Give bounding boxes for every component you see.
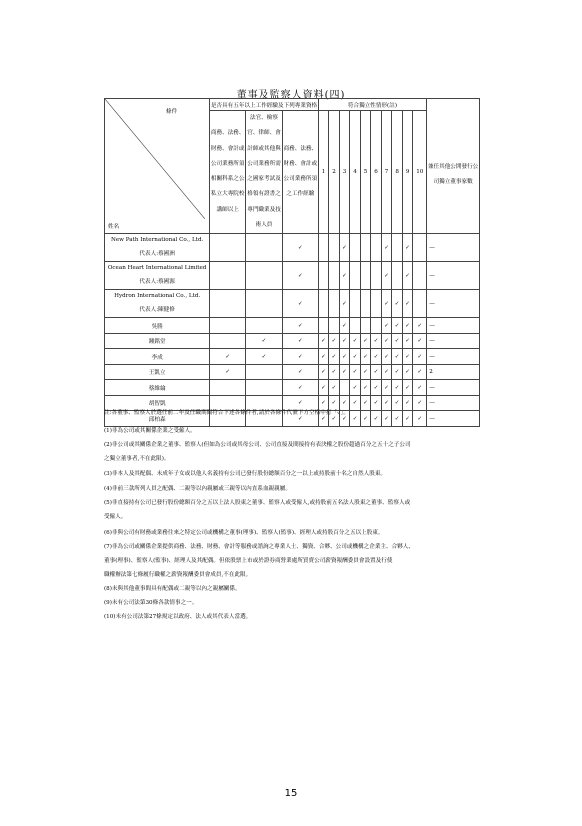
independence-criterion-1-mark <box>318 262 329 290</box>
independence-criterion-3-mark: ✓ <box>339 234 350 262</box>
independence-criterion-7-header: 7 <box>381 111 392 234</box>
independence-criterion-7-mark: ✓ <box>381 411 392 427</box>
note-line: (1)非為公司或其關係企業之受僱人。 <box>104 428 196 434</box>
independence-criterion-7-mark: ✓ <box>381 262 392 290</box>
work-experience-mark: ✓ <box>282 234 318 262</box>
member-name: New Path International Co., Ltd. <box>110 237 204 244</box>
other-independent-count: — <box>427 234 480 262</box>
independence-criterion-2-mark: ✓ <box>329 380 340 396</box>
independence-criterion-6-mark: ✓ <box>371 349 382 365</box>
independence-criterion-3-mark: ✓ <box>339 318 350 334</box>
member-name: 邱柏森 <box>148 416 166 423</box>
independence-criterion-4-header: 4 <box>350 111 361 234</box>
professional-lecturer-mark <box>210 333 246 349</box>
table-row <box>105 380 480 396</box>
independence-criterion-10-mark: ✓ <box>413 411 427 427</box>
table-row <box>105 262 480 290</box>
professional-lecturer-mark: ✓ <box>210 349 246 365</box>
notes-intro: 註:各董事、監察人於選任前二年及任職期間符合下述各條件者,請於各條件代號下方空格中打「✓」。 <box>104 410 350 416</box>
independence-criterion-9-mark: ✓ <box>402 234 413 262</box>
table-row <box>105 349 480 365</box>
independence-criterion-10-header: 10 <box>413 111 427 234</box>
independence-criterion-3-mark: ✓ <box>339 333 350 349</box>
note-line: (4)非前三款所列人員之配偶、二親等以內親屬或三親等以內直系血親親屬。 <box>104 486 291 492</box>
independence-criterion-5-mark <box>360 318 371 334</box>
member-name: 蔡維綸 <box>148 385 166 392</box>
other-independent-count: — <box>427 411 480 427</box>
licensed-professional-header: 法官、檢察官、律師、會計師或其他與公司業務所需之國家考試及格領有證書之專門職業及技術人員 <box>246 111 283 234</box>
independence-criterion-9-mark: ✓ <box>402 395 413 411</box>
independence-criterion-10-mark <box>413 262 427 290</box>
independence-criterion-3-header: 3 <box>339 111 350 234</box>
other-independent-count: — <box>427 395 480 411</box>
independence-criterion-4-mark <box>350 262 361 290</box>
independence-criterion-10-mark: ✓ <box>413 333 427 349</box>
note-line: (10)未有公司法第27條規定以政府、法人或其代表人當選。 <box>104 614 252 620</box>
independence-criterion-6-mark <box>371 234 382 262</box>
member-representative: 代表人:蔡國洲 <box>139 250 175 257</box>
independence-criterion-9-mark: ✓ <box>402 349 413 365</box>
licensed-professional-mark: ✓ <box>246 349 283 365</box>
professional-lecturer-header: 商務、法務、財務、會計或公司業務所須相關科系之公私立大專院校講師以上 <box>210 111 246 234</box>
independence-criterion-3-mark: ✓ <box>339 349 350 365</box>
independence-criterion-1-mark: ✓ <box>318 333 329 349</box>
other-independent-count: — <box>427 290 480 318</box>
member-name: 王凱立 <box>148 370 166 377</box>
note-line: 職權辦法第七條履行職權之薪資報酬委員會成員,不在此限。 <box>104 572 252 578</box>
other-independent-count-header: 兼任其他公開發行公司獨立董事家數 <box>427 99 480 234</box>
independence-criterion-6-header: 6 <box>371 111 382 234</box>
member-name-cell <box>105 333 210 349</box>
work-experience-mark: ✓ <box>282 380 318 396</box>
member-name-cell <box>105 290 210 318</box>
work-experience-mark: ✓ <box>282 411 318 427</box>
independence-criterion-9-mark: ✓ <box>402 364 413 380</box>
work-experience-mark: ✓ <box>282 318 318 334</box>
independence-criterion-10-mark: ✓ <box>413 364 427 380</box>
independence-criterion-3-mark: ✓ <box>339 395 350 411</box>
independence-criterion-4-mark: ✓ <box>350 349 361 365</box>
independence-criterion-5-mark <box>360 290 371 318</box>
other-independent-count: — <box>427 333 480 349</box>
note-line: (8)未與其他董事間具有配偶或二親等以內之親屬關係。 <box>104 586 241 592</box>
note-line: (3)非本人及其配偶、未成年子女或以他人名義持有公司已發行股份總額百分之一以上或持股前十名之自然人股東。 <box>104 471 387 477</box>
independence-criterion-7-mark: ✓ <box>381 290 392 318</box>
independence-criterion-2-mark <box>329 318 340 334</box>
independence-criterion-1-mark: ✓ <box>318 364 329 380</box>
note-line: (9)未有公司法第30條各款情事之一。 <box>104 600 198 606</box>
independence-criterion-6-mark: ✓ <box>371 364 382 380</box>
independence-criterion-9-mark: ✓ <box>402 411 413 427</box>
licensed-professional-mark: ✓ <box>246 333 283 349</box>
independence-criterion-4-mark: ✓ <box>350 364 361 380</box>
independence-criterion-1-mark <box>318 234 329 262</box>
independence-criterion-10-mark <box>413 290 427 318</box>
independence-criterion-6-mark: ✓ <box>371 395 382 411</box>
independence-criterion-5-mark: ✓ <box>360 364 371 380</box>
professional-lecturer-mark: ✓ <box>210 364 246 380</box>
independence-criterion-1-mark: ✓ <box>318 380 329 396</box>
independence-criterion-1-header: 1 <box>318 111 329 234</box>
note-line: (2)非公司或其關係企業之董事、監察人(但如為公司或其母公司、公司直接及間接持有表決權之股份超過百分之五十之子公司 <box>104 442 411 448</box>
table-row <box>105 234 480 262</box>
independence-criterion-1-mark: ✓ <box>318 411 329 427</box>
independence-criterion-10-mark: ✓ <box>413 318 427 334</box>
note-line: 受僱人。 <box>104 514 127 520</box>
independence-criterion-9-mark: ✓ <box>402 318 413 334</box>
note-line: (6)非與公司有財務或業務往來之特定公司或機構之董事(理事)、監察人(監事)、經理人或持股百分之五以上股東。 <box>104 530 384 536</box>
work-experience-mark: ✓ <box>282 290 318 318</box>
independence-criterion-8-header: 8 <box>392 111 403 234</box>
independence-criterion-5-mark: ✓ <box>360 395 371 411</box>
independence-criterion-7-mark: ✓ <box>381 395 392 411</box>
table-row <box>105 318 480 334</box>
licensed-professional-mark <box>246 380 283 396</box>
licensed-professional-mark <box>246 290 283 318</box>
independence-criterion-8-mark: ✓ <box>392 290 403 318</box>
independence-criterion-10-mark: ✓ <box>413 380 427 396</box>
independence-criterion-7-mark: ✓ <box>381 318 392 334</box>
independence-criterion-10-mark: ✓ <box>413 349 427 365</box>
member-name: Ocean Heart International Limited <box>107 265 207 272</box>
independence-criterion-2-mark: ✓ <box>329 364 340 380</box>
independence-criterion-8-mark <box>392 234 403 262</box>
independence-criterion-6-mark <box>371 262 382 290</box>
independence-criterion-5-mark: ✓ <box>360 411 371 427</box>
table-row <box>105 290 480 318</box>
independence-criterion-4-mark: ✓ <box>350 380 361 396</box>
independence-criterion-1-mark <box>318 290 329 318</box>
independence-criterion-8-mark: ✓ <box>392 318 403 334</box>
member-name-cell <box>105 262 210 290</box>
other-independent-count: — <box>427 262 480 290</box>
note-line: (5)非直接持有公司已發行股份總額百分之五以上法人股東之董事、監察人或受僱人,或持股前五名法人股東之董事、監察人或 <box>104 500 411 506</box>
licensed-professional-mark <box>246 318 283 334</box>
director-qualification-table <box>104 98 480 427</box>
independence-criterion-4-mark <box>350 234 361 262</box>
independence-criterion-2-mark: ✓ <box>329 411 340 427</box>
independence-criterion-9-mark: ✓ <box>402 290 413 318</box>
licensed-professional-mark <box>246 262 283 290</box>
member-name-cell <box>105 318 210 334</box>
work-experience-mark: ✓ <box>282 333 318 349</box>
note-line: (7)非為公司或關係企業提供商務、法務、財務、會計等服務或諮詢之專業人士、獨資、合夥、公司或機構之企業主、合夥人、 <box>104 544 414 550</box>
independence-criterion-8-mark: ✓ <box>392 395 403 411</box>
member-representative: 代表人:蔡國源 <box>139 278 175 285</box>
independence-group-header: 符合獨立性情形(註) <box>318 99 426 111</box>
professional-lecturer-mark <box>210 290 246 318</box>
independence-criterion-8-mark: ✓ <box>392 333 403 349</box>
member-name-cell <box>105 349 210 365</box>
name-label: 姓名 <box>108 224 120 231</box>
professional-lecturer-mark <box>210 380 246 396</box>
independence-criterion-8-mark: ✓ <box>392 380 403 396</box>
independence-criterion-6-mark: ✓ <box>371 380 382 396</box>
independence-criterion-8-mark: ✓ <box>392 349 403 365</box>
independence-criterion-7-mark: ✓ <box>381 349 392 365</box>
diagonal-divider <box>105 99 205 219</box>
independence-criterion-9-mark: ✓ <box>402 262 413 290</box>
condition-label: 條件 <box>166 109 178 115</box>
member-name: 胡智凱 <box>148 401 166 408</box>
member-name-cell <box>105 234 210 262</box>
independence-criterion-5-mark: ✓ <box>360 380 371 396</box>
professional-lecturer-mark <box>210 318 246 334</box>
member-representative: 代表人:陳健修 <box>139 306 175 313</box>
header-corner-cell <box>105 99 210 234</box>
independence-criterion-1-mark <box>318 318 329 334</box>
independence-criterion-6-mark: ✓ <box>371 411 382 427</box>
other-independent-count: — <box>427 349 480 365</box>
independence-criterion-7-mark: ✓ <box>381 364 392 380</box>
independence-criterion-6-mark <box>371 290 382 318</box>
independence-criterion-3-mark: ✓ <box>339 411 350 427</box>
member-name: 鍾銘堂 <box>148 339 166 346</box>
independence-criterion-10-mark: ✓ <box>413 395 427 411</box>
independence-criterion-4-mark <box>350 290 361 318</box>
licensed-professional-mark <box>246 364 283 380</box>
independence-criterion-1-mark: ✓ <box>318 349 329 365</box>
table-row <box>105 364 480 380</box>
independence-criterion-7-mark: ✓ <box>381 380 392 396</box>
qualification-group-header: 是否具有五年以上工作經驗及下列專業資格 <box>210 99 318 111</box>
independence-criterion-2-mark: ✓ <box>329 395 340 411</box>
independence-criterion-3-mark: ✓ <box>339 290 350 318</box>
independence-criterion-2-mark <box>329 234 340 262</box>
independence-criterion-5-mark: ✓ <box>360 333 371 349</box>
work-experience-mark: ✓ <box>282 262 318 290</box>
independence-criterion-2-mark <box>329 290 340 318</box>
member-name: 李成 <box>151 354 163 361</box>
member-name: Hydron International Co., Ltd. <box>114 293 201 300</box>
table-row <box>105 333 480 349</box>
work-experience-mark: ✓ <box>282 349 318 365</box>
member-name-cell <box>105 380 210 396</box>
independence-criterion-2-mark: ✓ <box>329 349 340 365</box>
independence-criterion-9-header: 9 <box>402 111 413 234</box>
independence-criterion-1-mark: ✓ <box>318 395 329 411</box>
other-independent-count: 2 <box>427 364 480 380</box>
independence-criterion-2-mark <box>329 262 340 290</box>
independence-criterion-5-mark <box>360 234 371 262</box>
other-independent-count: — <box>427 380 480 396</box>
independence-criterion-4-mark: ✓ <box>350 395 361 411</box>
independence-criterion-8-mark: ✓ <box>392 364 403 380</box>
member-name-cell <box>105 364 210 380</box>
independence-criterion-3-mark: ✓ <box>339 364 350 380</box>
page-title: 董事及監察人資料(四) <box>236 90 346 101</box>
independence-criterion-8-mark <box>392 262 403 290</box>
independence-criterion-10-mark <box>413 234 427 262</box>
member-name: 吳勝 <box>151 323 163 330</box>
note-line: 之獨立董事者,不在此限)。 <box>104 456 170 462</box>
note-line: 董事(理事)、監察人(監事)、經理人及其配偶。但依股票上市或於證券商營業處所買賣公司薪資報酬委員會設置及行使 <box>104 558 393 564</box>
independence-criterion-8-mark: ✓ <box>392 411 403 427</box>
independence-criterion-4-mark: ✓ <box>350 411 361 427</box>
professional-lecturer-mark <box>210 234 246 262</box>
page-number: 15 <box>284 788 298 799</box>
other-independent-count: — <box>427 318 480 334</box>
independence-criterion-2-mark: ✓ <box>329 333 340 349</box>
independence-criterion-7-mark: ✓ <box>381 333 392 349</box>
independence-criterion-4-mark: ✓ <box>350 333 361 349</box>
work-experience-mark: ✓ <box>282 364 318 380</box>
independence-criterion-9-mark: ✓ <box>402 333 413 349</box>
independence-criterion-6-mark: ✓ <box>371 333 382 349</box>
independence-criterion-5-header: 5 <box>360 111 371 234</box>
professional-lecturer-mark <box>210 262 246 290</box>
independence-criterion-5-mark: ✓ <box>360 349 371 365</box>
independence-criterion-9-mark: ✓ <box>402 380 413 396</box>
independence-criterion-3-mark <box>339 380 350 396</box>
independence-criterion-3-mark: ✓ <box>339 262 350 290</box>
work-experience-mark: ✓ <box>282 395 318 411</box>
independence-criterion-6-mark <box>371 318 382 334</box>
independence-criterion-2-header: 2 <box>329 111 340 234</box>
work-experience-header: 商務、法務、財務、會計或公司業務所須之工作經驗 <box>282 111 318 234</box>
independence-criterion-4-mark <box>350 318 361 334</box>
independence-criterion-5-mark <box>360 262 371 290</box>
licensed-professional-mark <box>246 234 283 262</box>
independence-criterion-7-mark: ✓ <box>381 234 392 262</box>
